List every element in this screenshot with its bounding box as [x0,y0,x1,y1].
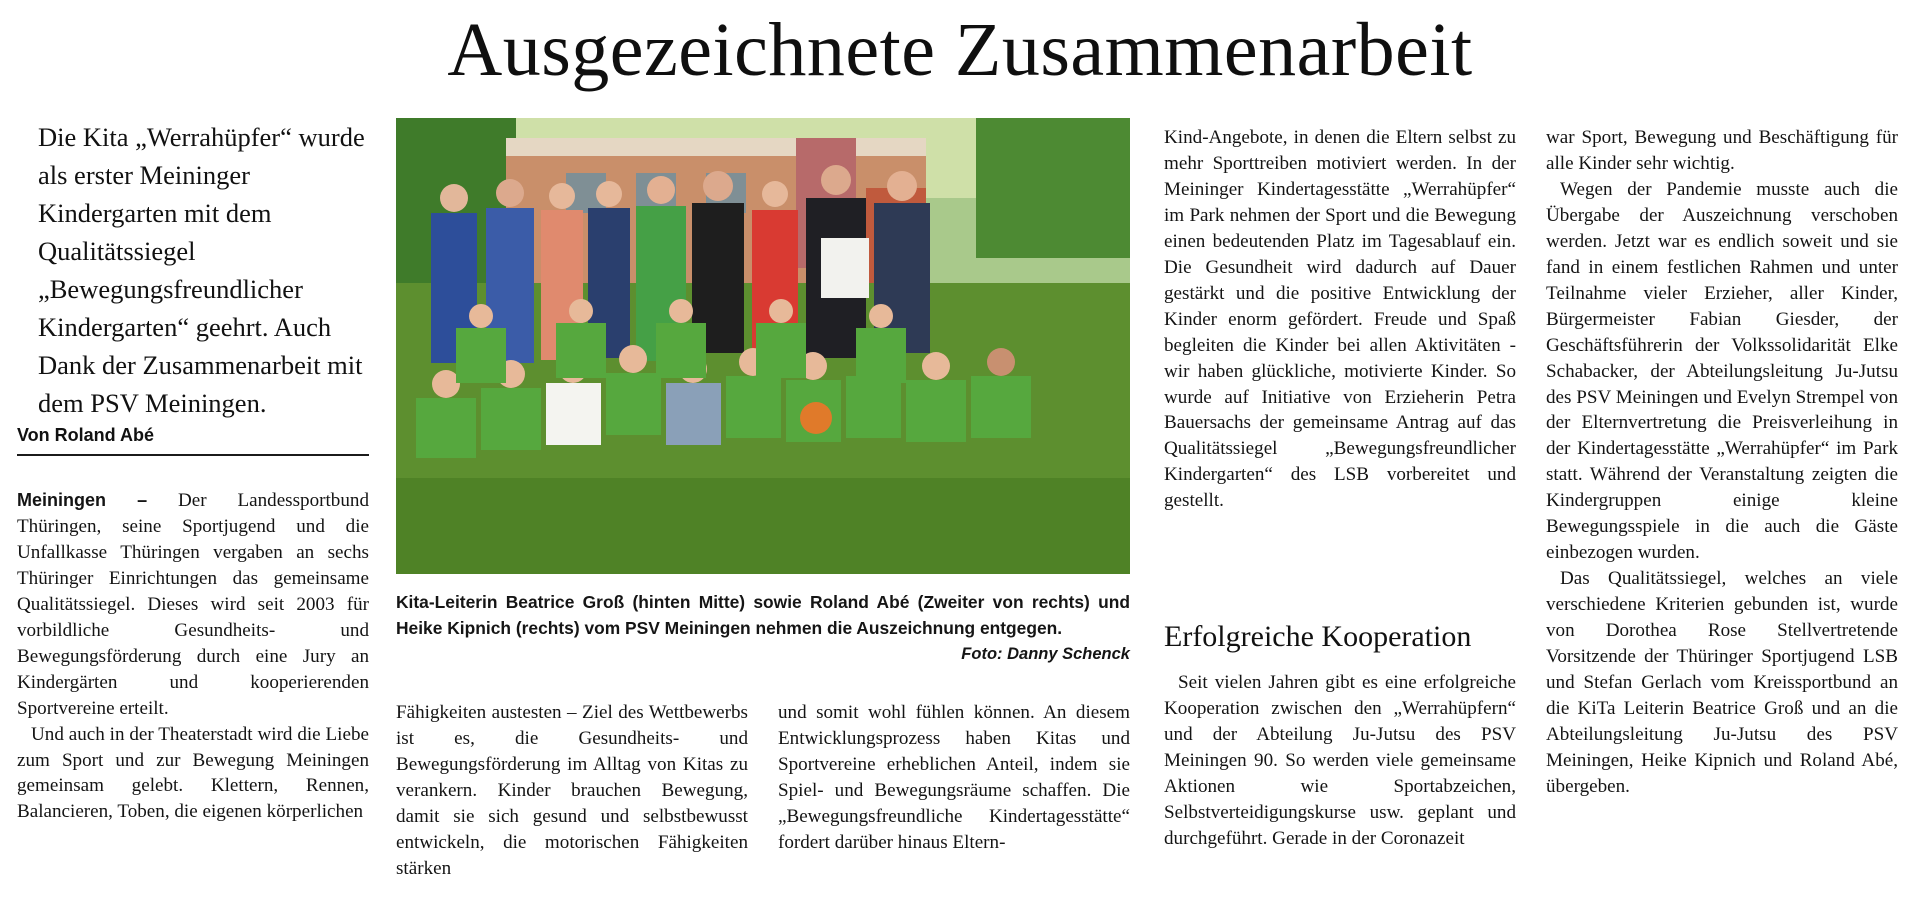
body-column-1 [17,488,369,825]
adult-head [821,165,851,195]
article-lead: Die Kita „Werrahüpfer“ wurde als erster Meininger Kindergarten mit dem Qualitätssiegel „Bewegungsfreundlicher Kindergarten“ geehrt. Auch Dank der Zusammenarbeit mit dem PSV Meiningen. [38,122,365,418]
child-head [869,304,893,328]
child [906,380,966,442]
body-column-2 [396,700,748,882]
child [656,323,706,378]
body-paragraph: Kind-Angebote, in denen die Eltern selbst zu mehr Sporttreiben motiviert werden. In der Meininger Kindertagesstätte „Werrahüpfer“ im Park nehmen der Sport und die Bewegung einen bedeutenden Platz im Tagesablauf ein. Die Gesundheit wird dadurch auf Dauer gestärkt und die positive Entwicklung der Kinder enorm gefördert. Freude und Spaß begleiten die Kinder bei allen Aktivitäten - wir haben glückliche, motivierte Kinder. So wurde auf Initiative von Erzieherin Petra Bauersachs der gemeinsame Antrag auf das Qualitätssiegel „Bewegungsfreundlicher Kindergarten“ des LSB vorbereitet und gestellt. [1164,127,1516,512]
child [456,328,506,383]
child-head [432,370,460,398]
body-column-4-continued [1164,670,1516,852]
group-photo-illustration [396,118,1130,574]
child [726,376,781,438]
adult-head [762,181,788,207]
child [546,383,601,445]
child [856,328,906,383]
body-paragraph: und somit wohl fühlen können. An diesem Entwicklungsprozess haben Kitas und Sportvereine erheblichen Anteil, indem sie Spiel- und Bewegungsräume schaffen. Die „Bewegungsfreundliche Kindertagesstätte“ fordert darüber hinaus Eltern- [778,702,1130,853]
body-column-4 [1164,125,1516,514]
child-head [469,304,493,328]
lawn-foreground [396,478,1130,574]
photo-credit: Foto: Danny Schenck [961,645,1130,663]
photo-caption: Kita-Leiterin Beatrice Groß (hinten Mitte) sowie Roland Abé (Zweiter von rechts) und Heike Kipnich (rechts) vom PSV Meiningen nehmen die Auszeichnung entgegen. [396,592,1130,638]
body-paragraph: Und auch in der Theaterstadt wird die Liebe zum Sport und zur Bewegung Meiningen gemeinsam gelebt. Klettern, Rennen, Balancieren, Toben, die eigenen körperlichen [17,723,369,823]
adult-head [596,181,622,207]
body-paragraph: Fähigkeiten austesten – Ziel des Wettbewerbs ist es, die Gesundheits- und Bewegungsförderung im Alltag von Kitas zu verankern. Kinder brauchen Bewegung, damit sie sich gesund und selbstbewusst entwickeln, die motorischen Fähigkeiten stärken [396,702,748,879]
dateline: Meiningen – [17,490,148,510]
body-paragraph: Wegen der Pandemie musste auch die Übergabe der Auszeichnung verschoben werden. Jetzt war es endlich soweit und sie fand in einem festlichen Rahmen und unter Teilnahme vieler Erzieher, aller Kinder, Bürgermeister Fabian Giesder, der Geschäftsführerin der Volkssolidarität Elke Schabacker, der Abteilungsleitung Ju-Jutsu des PSV Meiningen und Evelyn Strempel von der Elternvertretung die Preisverleihung in der Kindertagesstätte „Werrahüpfer“ im Park statt. Während der Veranstaltung zeigten die Kindergruppen einige kleine Bewegungsspiele in die auch die Gäste einbezogen wurden. [1546,178,1898,564]
adult-head [887,171,917,201]
body-paragraph: Seit vielen Jahren gibt es eine erfolgreiche Kooperation zwischen den „Werrahüpfern“ und der Abteilung Ju-Jutsu des PSV Meiningen 90. So werden viele gemeinsame Aktionen wie Sportabzeichen, Selbstverteidigungskurse usw. geplant und durchgeführt. Gerade in der Coronazeit [1164,672,1516,849]
article-photo [396,118,1130,574]
child [666,383,721,445]
adult-head [496,179,524,207]
article-byline: Von Roland Abé [17,425,154,445]
child [971,376,1031,438]
body-text: Der Landessportbund Thüringen, seine Sportjugend und die Unfallkasse Thüringen vergaben an sechs Thüringer Einrichtungen das gemeinsame Qualitätssiegel. Dieses wird seit 2003 für vorbildliche Gesundheits- und Bewegungsförderung durch eine Jury an Kindergärten und kooperierenden Sportvereine erteilt. [17,490,369,719]
child-head [769,299,793,323]
child-head [569,299,593,323]
adult-head [549,183,575,209]
adult-head [440,184,468,212]
adult-head [703,171,733,201]
child-head [922,352,950,380]
body-paragraph: Das Qualitätssiegel, welches an viele verschiedene Kriterien gebunden ist, wurde von Dorothea Rose Stellvertretende Vorsitzende der Thüringer Sportjugend LSB und Stefan Gerlach vom Kreissportbund an die KiTa Leiterin Beatrice Groß und an die Abteilungsleitung Ju-Jutsu des PSV Meiningen, Heike Kipnich und Roland Abé, übergeben. [1546,568,1898,797]
tree-right [976,118,1130,258]
child-head [987,348,1015,376]
byline-divider [17,454,369,456]
body-paragraph [17,488,369,722]
certificate-board [821,238,869,298]
body-column-5 [1546,125,1898,800]
body-column-3 [778,700,1130,856]
child-head [619,345,647,373]
child [556,323,606,378]
ball [800,402,832,434]
child [416,398,476,458]
child [606,373,661,435]
child [846,376,901,438]
child-head [669,299,693,323]
child [481,388,541,450]
body-paragraph: war Sport, Bewegung und Beschäftigung für alle Kinder sehr wichtig. [1546,127,1898,174]
adult-head [647,176,675,204]
building-roof [506,138,926,156]
section-subheading: Erfolgreiche Kooperation [1164,620,1472,653]
article-headline: Ausgezeichnete Zusammenarbeit [447,8,1473,92]
child [756,323,806,378]
